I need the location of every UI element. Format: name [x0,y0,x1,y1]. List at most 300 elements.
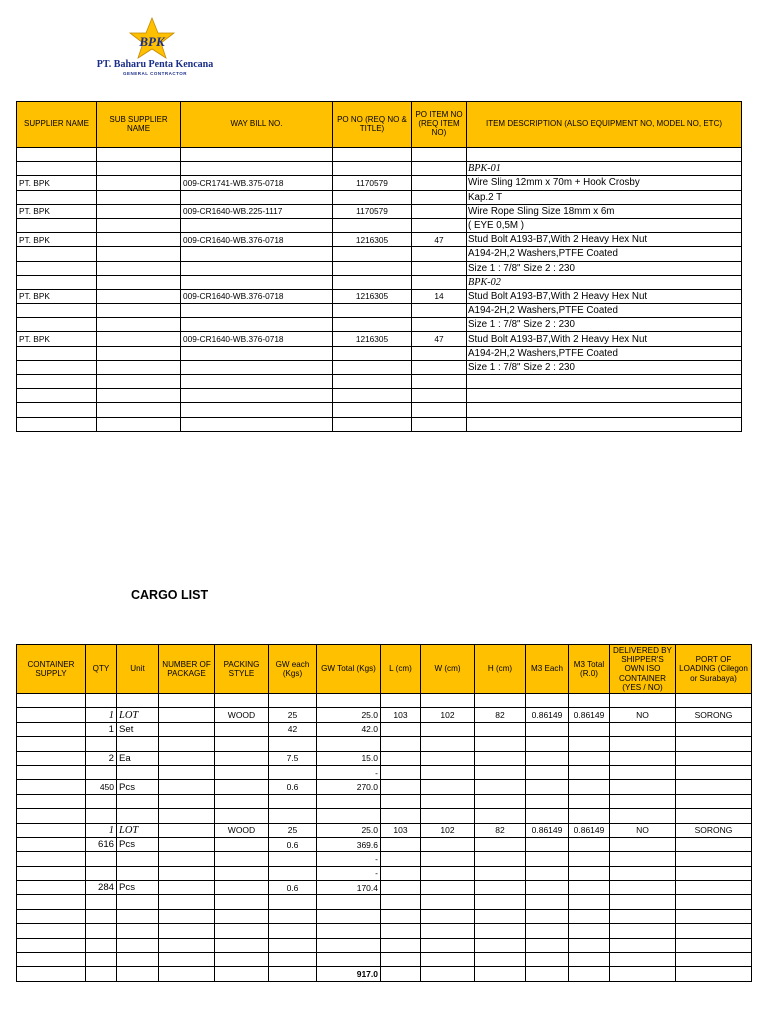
item-description-cell: Size 1 : 7/8" Size 2 : 230 [467,261,742,275]
delivered-by-shipper-cell [610,924,676,938]
sub-supplier-cell [97,417,181,431]
supplier-name-cell: PT. BPK [17,233,97,247]
supplier-name-cell [17,304,97,318]
qty-cell [86,924,117,938]
gw-total-cell: 25.0 [317,708,381,722]
gw-total-cell: 270.0 [317,780,381,794]
width-cell: 102 [421,823,475,837]
company-name: PT. Baharu Penta Kencana [96,59,214,70]
unit-cell: Pcs [117,881,159,895]
po-no-cell [333,403,412,417]
item-description-cell [467,403,742,417]
shipment-row [17,148,742,162]
po-item-cell [412,417,467,431]
packing-style-cell [215,852,269,866]
length-cell [381,722,421,736]
sub-supplier-cell [97,318,181,332]
po-no-cell: 1216305 [333,289,412,303]
po-no-cell [333,375,412,389]
unit-cell: Set [117,722,159,736]
header-number-of-package: NUMBER OF PACKAGE [159,645,215,694]
width-cell [421,895,475,909]
way-bill-cell [181,346,333,360]
sub-supplier-cell [97,346,181,360]
delivered-by-shipper-cell [610,722,676,736]
header-gw-total: GW Total (Kgs) [317,645,381,694]
unit-cell [117,694,159,708]
way-bill-cell [181,360,333,374]
port-of-loading-cell [676,780,752,794]
port-of-loading-cell [676,694,752,708]
delivered-by-shipper-cell: NO [610,823,676,837]
header-qty: QTY [86,645,117,694]
unit-cell [117,866,159,880]
cargo-row [17,924,752,938]
package-count-cell [159,953,215,967]
width-cell [421,737,475,751]
width-cell [421,780,475,794]
po-no-cell [333,304,412,318]
height-cell [475,881,526,895]
header-gw-each: GW each (Kgs) [269,645,317,694]
way-bill-cell [181,304,333,318]
width-cell [421,794,475,808]
po-item-cell [412,389,467,403]
cargo-row [17,765,752,779]
height-cell [475,909,526,923]
way-bill-cell: 009-CR1640-WB.376-0718 [181,289,333,303]
shipment-row [17,247,742,261]
port-of-loading-cell [676,852,752,866]
package-count-cell [159,881,215,895]
way-bill-cell [181,318,333,332]
width-cell [421,694,475,708]
shipment-row [17,162,742,176]
item-description-cell: ( EYE 0,5M ) [467,218,742,232]
m3-total-cell [569,938,610,952]
package-count-cell [159,823,215,837]
header-po-item-no: PO ITEM NO (REQ ITEM NO) [412,102,467,148]
delivered-by-shipper-cell [610,694,676,708]
gw-total-cell: 170.4 [317,881,381,895]
supplier-name-cell [17,162,97,176]
gw-each-cell [269,694,317,708]
way-bill-cell [181,275,333,289]
cargo-row [17,809,752,823]
height-cell [475,737,526,751]
port-of-loading-cell [676,881,752,895]
m3-each-cell [526,809,569,823]
supplier-name-cell: PT. BPK [17,176,97,190]
gw-total-cell: - [317,765,381,779]
supplier-name-cell [17,403,97,417]
company-tagline: GENERAL CONTRACTOR [122,71,188,76]
qty-cell: 450 [86,780,117,794]
m3-each-cell [526,852,569,866]
item-description-cell: A194-2H,2 Washers,PTFE Coated [467,304,742,318]
container-supply-cell [17,924,86,938]
unit-cell: Pcs [117,780,159,794]
unit-cell [117,967,159,981]
container-supply-cell [17,866,86,880]
m3-total-cell [569,895,610,909]
m3-each-cell [526,881,569,895]
gw-total-cell: 25.0 [317,823,381,837]
cargo-list-title: CARGO LIST [131,588,209,602]
sub-supplier-cell [97,360,181,374]
package-count-cell [159,708,215,722]
header-sub-supplier-name: SUB SUPPLIER NAME [97,102,181,148]
qty-cell [86,938,117,952]
m3-each-cell [526,866,569,880]
qty-cell [86,694,117,708]
length-cell: 103 [381,708,421,722]
width-cell [421,866,475,880]
container-supply-cell [17,780,86,794]
po-no-cell [333,190,412,204]
port-of-loading-cell [676,737,752,751]
container-supply-cell [17,967,86,981]
gw-each-cell: 42 [269,722,317,736]
header-po-no: PO NO (REQ NO & TITLE) [333,102,412,148]
port-of-loading-cell [676,895,752,909]
sub-supplier-cell [97,233,181,247]
po-item-cell [412,375,467,389]
width-cell [421,953,475,967]
cargo-row [17,708,752,722]
height-cell [475,780,526,794]
package-count-cell [159,837,215,851]
gw-total-cell [317,909,381,923]
supplier-name-cell [17,190,97,204]
packing-style-cell [215,938,269,952]
sub-supplier-cell [97,261,181,275]
delivered-by-shipper-cell [610,895,676,909]
qty-cell [86,967,117,981]
height-cell [475,809,526,823]
packing-style-cell [215,909,269,923]
gw-each-cell [269,909,317,923]
unit-cell [117,924,159,938]
length-cell [381,837,421,851]
cargo-row [17,852,752,866]
po-no-cell [333,162,412,176]
m3-total-cell [569,866,610,880]
item-description-cell: Kap.2 T [467,190,742,204]
height-cell [475,967,526,981]
cargo-row [17,881,752,895]
shipment-table [16,101,742,432]
po-item-cell [412,176,467,190]
qty-cell: 1 [86,823,117,837]
port-of-loading-cell [676,909,752,923]
package-count-cell [159,722,215,736]
height-cell [475,765,526,779]
unit-cell: Pcs [117,837,159,851]
package-count-cell [159,909,215,923]
company-logo [70,16,240,76]
supplier-name-cell [17,417,97,431]
gw-each-cell [269,938,317,952]
supplier-name-cell: PT. BPK [17,289,97,303]
po-no-cell [333,417,412,431]
length-cell [381,737,421,751]
height-cell [475,852,526,866]
qty-cell [86,866,117,880]
header-height: H (cm) [475,645,526,694]
length-cell [381,895,421,909]
cargo-list-table [16,644,752,982]
m3-total-cell [569,794,610,808]
shipment-row [17,218,742,232]
port-of-loading-cell [676,924,752,938]
port-of-loading-cell [676,809,752,823]
height-cell [475,866,526,880]
delivered-by-shipper-cell [610,866,676,880]
length-cell [381,938,421,952]
sub-supplier-cell [97,275,181,289]
package-count-cell [159,751,215,765]
gw-each-cell: 0.6 [269,780,317,794]
delivered-by-shipper-cell [610,737,676,751]
item-description-cell: A194-2H,2 Washers,PTFE Coated [467,346,742,360]
qty-cell [86,737,117,751]
port-of-loading-cell [676,866,752,880]
m3-total-cell [569,909,610,923]
packing-style-cell [215,953,269,967]
m3-total-cell [569,722,610,736]
header-port-of-loading: PORT OF LOADING (Cilegon or Surabaya) [676,645,752,694]
width-cell [421,938,475,952]
m3-each-cell [526,780,569,794]
star-emblem-icon [124,16,180,60]
shipment-row [17,389,742,403]
packing-style-cell [215,751,269,765]
supplier-name-cell [17,275,97,289]
m3-total-cell [569,694,610,708]
packing-style-cell [215,780,269,794]
qty-cell [86,895,117,909]
delivered-by-shipper-cell [610,967,676,981]
way-bill-cell [181,162,333,176]
packing-style-cell [215,809,269,823]
gw-total-cell [317,938,381,952]
gw-each-cell: 25 [269,823,317,837]
length-cell [381,780,421,794]
header-packing-style: PACKING STYLE [215,645,269,694]
po-item-cell [412,218,467,232]
sub-supplier-cell [97,148,181,162]
cargo-row [17,837,752,851]
length-cell [381,967,421,981]
way-bill-cell [181,389,333,403]
shipment-row [17,318,742,332]
m3-total-cell: 0.86149 [569,823,610,837]
packing-style-cell [215,794,269,808]
cargo-row [17,895,752,909]
m3-total-cell [569,924,610,938]
unit-cell [117,909,159,923]
m3-each-cell [526,737,569,751]
m3-each-cell [526,924,569,938]
container-supply-cell [17,765,86,779]
gw-total-cell: 42.0 [317,722,381,736]
container-supply-cell [17,794,86,808]
way-bill-cell [181,148,333,162]
shipment-row [17,233,742,247]
cargo-table-body [17,694,752,982]
supplier-name-cell [17,218,97,232]
port-of-loading-cell: SORONG [676,823,752,837]
cargo-total-row [17,967,752,981]
gw-each-cell [269,852,317,866]
item-description-cell [467,375,742,389]
unit-cell [117,765,159,779]
sub-supplier-cell [97,176,181,190]
po-item-cell: 14 [412,289,467,303]
po-item-cell [412,261,467,275]
container-supply-cell [17,823,86,837]
cargo-row [17,737,752,751]
length-cell [381,751,421,765]
packing-style-cell [215,737,269,751]
way-bill-cell [181,218,333,232]
shipment-header-row [17,102,742,148]
shipment-row [17,417,742,431]
delivered-by-shipper-cell [610,909,676,923]
gw-total-cell [317,953,381,967]
gw-each-cell [269,953,317,967]
supplier-name-cell: PT. BPK [17,332,97,346]
packing-style-cell [215,765,269,779]
port-of-loading-cell [676,837,752,851]
item-description-cell: Stud Bolt A193-B7,With 2 Heavy Hex Nut [467,233,742,247]
delivered-by-shipper-cell [610,765,676,779]
height-cell [475,837,526,851]
container-supply-cell [17,708,86,722]
item-description-cell: Size 1 : 7/8" Size 2 : 230 [467,318,742,332]
m3-total-cell [569,852,610,866]
width-cell [421,809,475,823]
gw-each-cell [269,924,317,938]
port-of-loading-cell [676,938,752,952]
shipment-row [17,289,742,303]
packing-style-cell [215,924,269,938]
length-cell [381,866,421,880]
delivered-by-shipper-cell [610,953,676,967]
po-no-cell [333,261,412,275]
gw-each-cell: 0.6 [269,881,317,895]
container-supply-cell [17,938,86,952]
delivered-by-shipper-cell: NO [610,708,676,722]
supplier-name-cell [17,148,97,162]
packing-style-cell [215,837,269,851]
container-supply-cell [17,881,86,895]
po-no-cell [333,389,412,403]
way-bill-cell [181,417,333,431]
qty-cell: 1 [86,708,117,722]
m3-each-cell [526,751,569,765]
po-no-cell: 1170579 [333,204,412,218]
m3-total-cell [569,953,610,967]
supplier-name-cell [17,247,97,261]
length-cell [381,924,421,938]
port-of-loading-cell [676,967,752,981]
delivered-by-shipper-cell [610,780,676,794]
way-bill-cell [181,190,333,204]
shipment-row [17,190,742,204]
gw-total-cell [317,737,381,751]
header-way-bill-no: WAY BILL NO. [181,102,333,148]
unit-cell [117,852,159,866]
container-supply-cell [17,953,86,967]
gw-total-cell: 369.6 [317,837,381,851]
gw-each-cell: 7.5 [269,751,317,765]
qty-cell [86,852,117,866]
length-cell: 103 [381,823,421,837]
supplier-name-cell [17,261,97,275]
height-cell [475,953,526,967]
po-item-cell [412,247,467,261]
po-item-cell [412,162,467,176]
po-item-cell: 47 [412,332,467,346]
po-no-cell [333,247,412,261]
gw-total-cell: - [317,866,381,880]
po-no-cell [333,346,412,360]
m3-each-cell: 0.86149 [526,708,569,722]
height-cell: 82 [475,708,526,722]
height-cell: 82 [475,823,526,837]
header-length: L (cm) [381,645,421,694]
sub-supplier-cell [97,204,181,218]
package-count-cell [159,924,215,938]
shipment-row [17,204,742,218]
cargo-row [17,823,752,837]
item-description-cell: BPK-02 [467,275,742,289]
m3-total-cell [569,780,610,794]
item-description-cell [467,389,742,403]
packing-style-cell [215,866,269,880]
cargo-row [17,694,752,708]
item-description-cell: Wire Rope Sling Size 18mm x 6m [467,204,742,218]
unit-cell: LOT [117,823,159,837]
header-m3-each: M3 Each [526,645,569,694]
gw-each-cell [269,895,317,909]
item-description-cell: BPK-01 [467,162,742,176]
shipment-row [17,176,742,190]
delivered-by-shipper-cell [610,809,676,823]
qty-cell: 616 [86,837,117,851]
item-description-cell: Stud Bolt A193-B7,With 2 Heavy Hex Nut [467,289,742,303]
unit-cell [117,737,159,751]
package-count-cell [159,852,215,866]
port-of-loading-cell [676,722,752,736]
gw-each-cell: 0.6 [269,837,317,851]
m3-each-cell [526,765,569,779]
m3-each-cell [526,694,569,708]
way-bill-cell [181,403,333,417]
m3-each-cell [526,953,569,967]
po-no-cell [333,318,412,332]
po-item-cell [412,403,467,417]
length-cell [381,765,421,779]
package-count-cell [159,737,215,751]
delivered-by-shipper-cell [610,881,676,895]
sub-supplier-cell [97,289,181,303]
m3-each-cell [526,895,569,909]
gw-each-cell [269,794,317,808]
packing-style-cell: WOOD [215,708,269,722]
